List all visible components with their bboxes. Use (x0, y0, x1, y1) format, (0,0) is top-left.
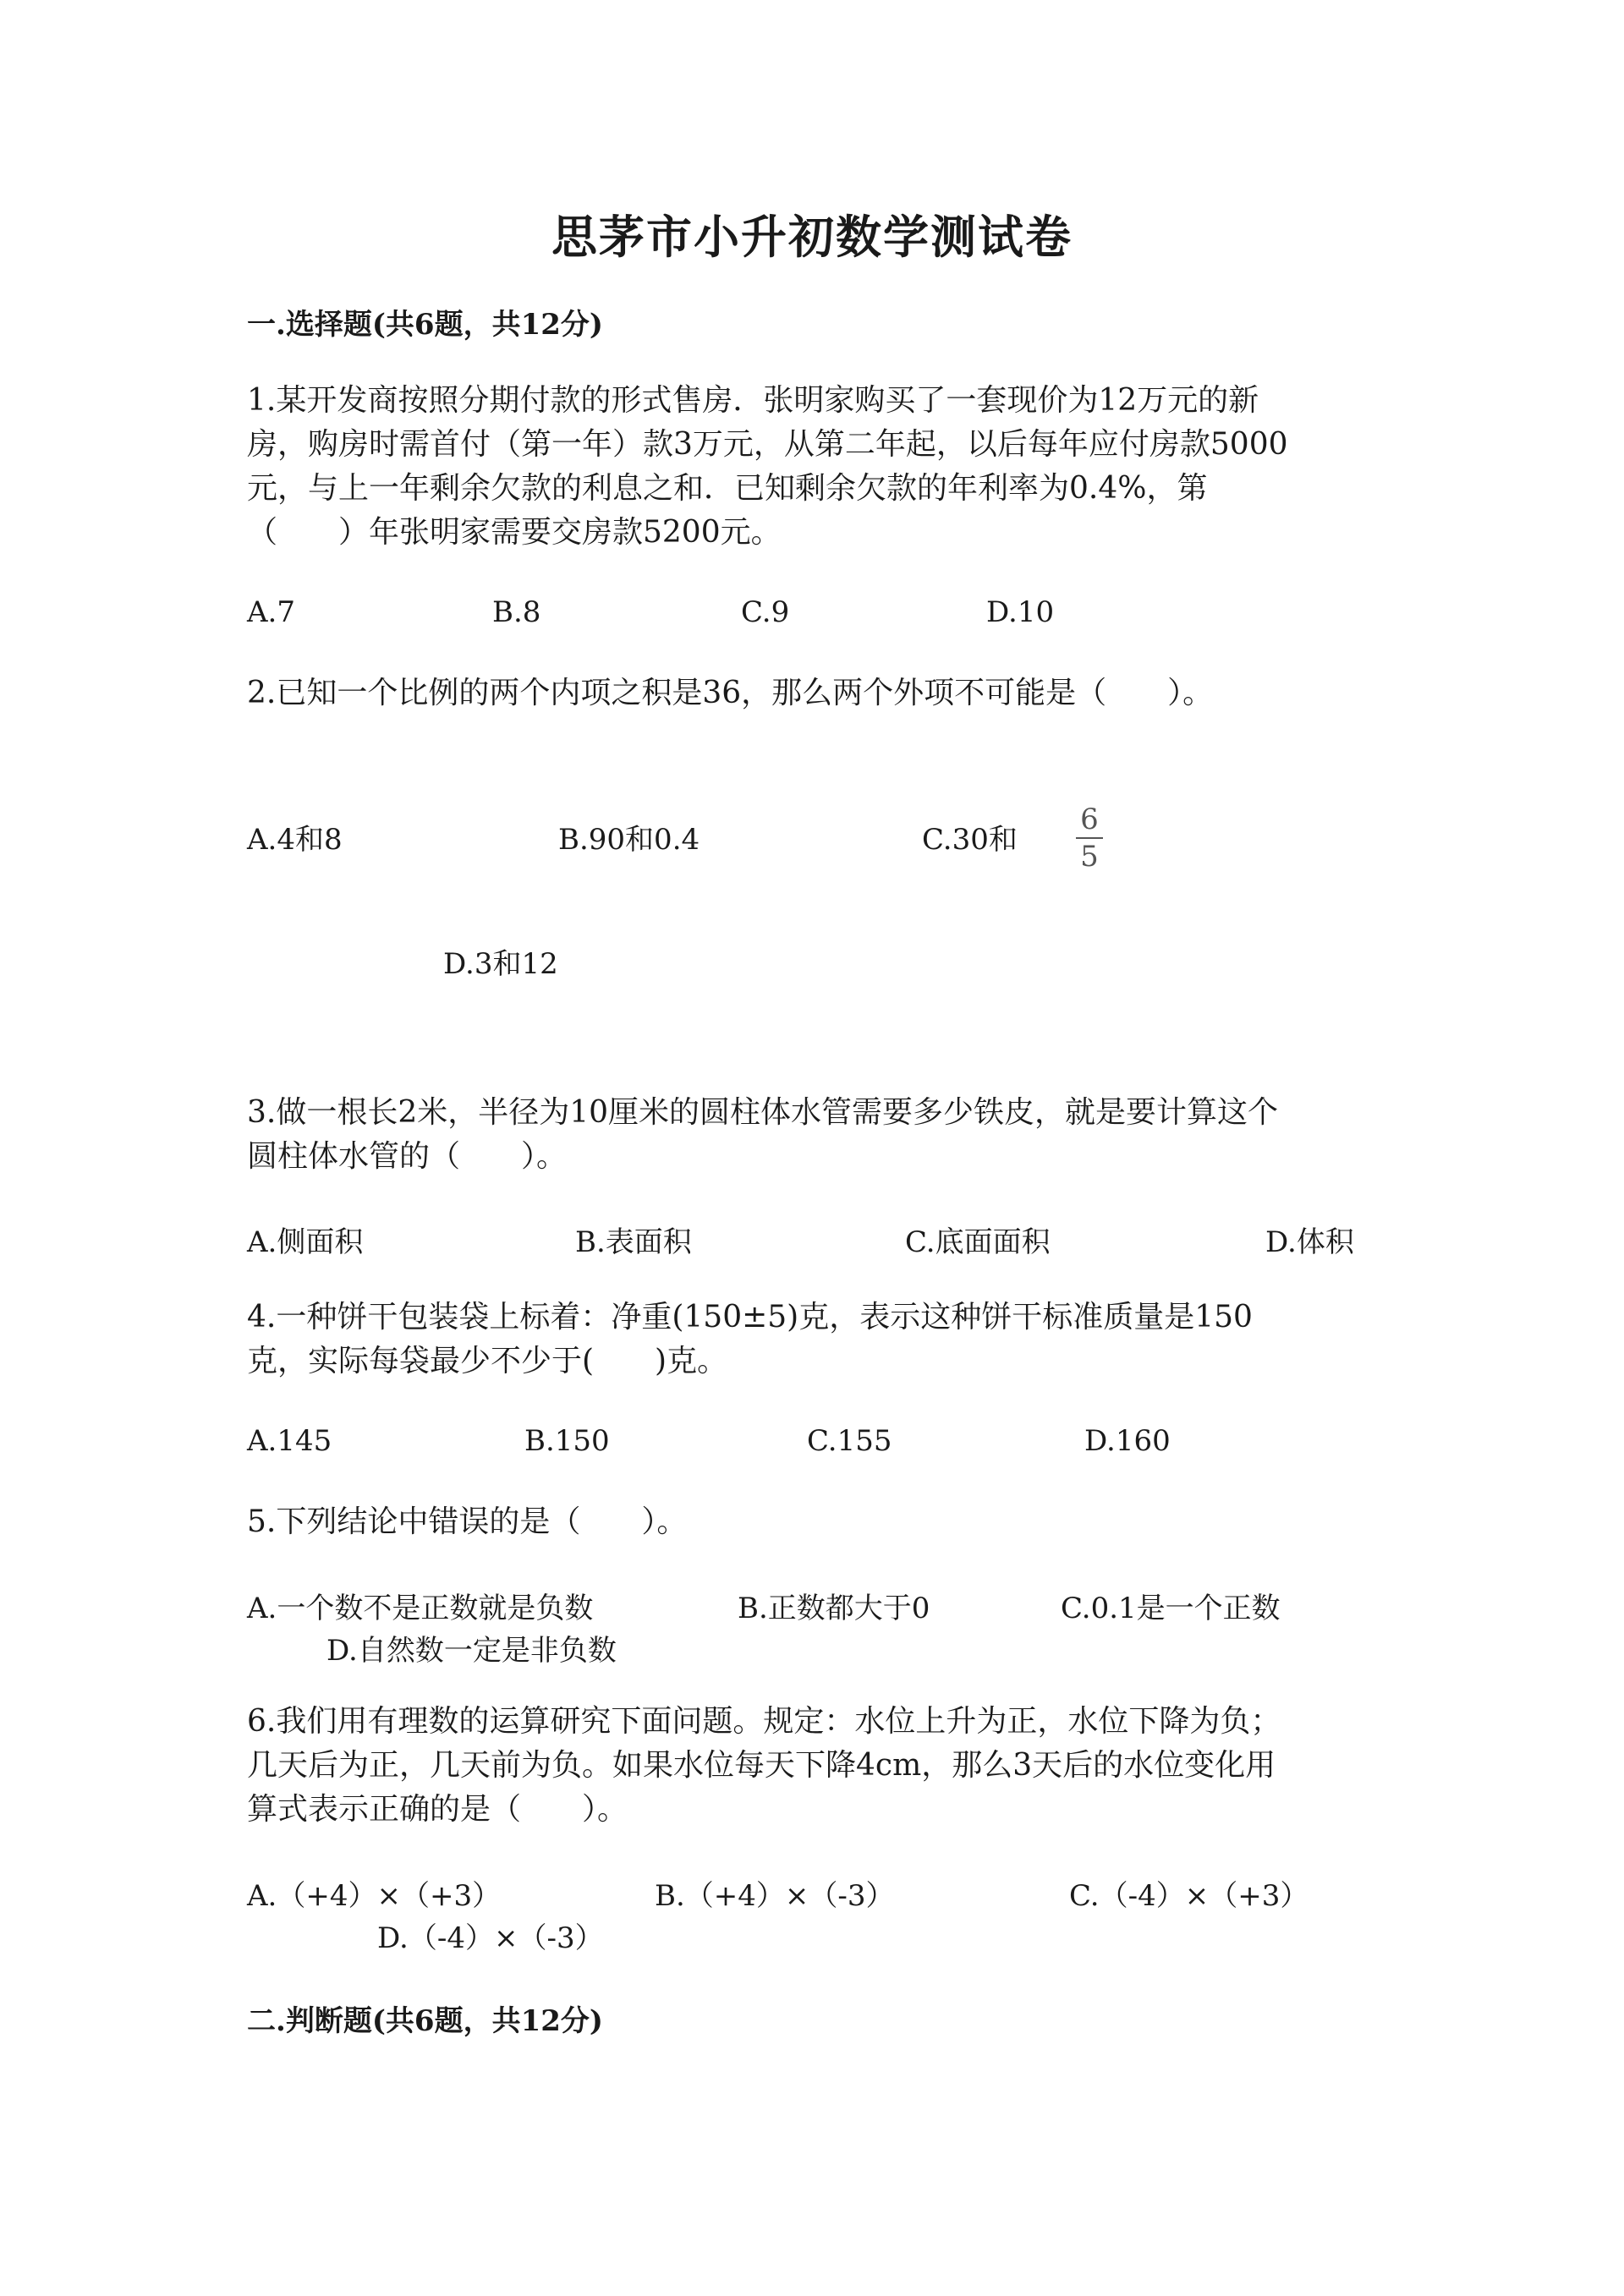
question-line: 6.我们用有理数的运算研究下面问题。规定：水位上升为正，水位下降为负； (247, 1704, 1281, 1739)
q6-option-b: B.（+4）×（-3） (655, 1879, 895, 1913)
question-3 (247, 1091, 1397, 1179)
q4-option-d: D.160 (1084, 1424, 1171, 1458)
fraction-six-fifths (1073, 803, 1106, 873)
question-line: （ ）年张明家需要交房款5200元。 (247, 515, 782, 550)
q5-option-c: C.0.1是一个正数 (1061, 1592, 1281, 1625)
question-line: 圆柱体水管的（ ）。 (247, 1139, 568, 1174)
question-line: 元，与上一年剩余欠款的利息之和．已知剩余欠款的年利率为0.4%，第 (247, 471, 1208, 506)
q2-option-d: D.3和12 (443, 947, 558, 981)
question-4 (247, 1296, 1397, 1384)
q2-option-b: B.90和0.4 (558, 823, 700, 857)
q4-option-c: C.155 (807, 1424, 892, 1458)
question-5 (247, 1500, 1397, 1544)
q4-option-a: A.145 (247, 1424, 332, 1458)
q1-option-a: A.7 (247, 595, 295, 629)
q6-option-d: D.（-4）×（-3） (377, 1921, 604, 1955)
question-1 (247, 379, 1397, 555)
section-heading-judgment: 二.判断题(共6题，共12分) (247, 2004, 603, 2038)
question-2 (247, 671, 1397, 715)
page-title: 思茅市小升初数学测试卷 (551, 210, 1073, 264)
fraction-numerator: 6 (1080, 803, 1099, 836)
question-line: 算式表示正确的是（ ）。 (247, 1792, 628, 1827)
q2-option-c: C.30和 (922, 823, 1018, 857)
q3-option-a: A.侧面积 (247, 1225, 364, 1259)
fraction-denominator: 5 (1080, 840, 1099, 874)
q5-option-a: A.一个数不是正数就是负数 (247, 1592, 594, 1625)
q3-option-d: D.体积 (1265, 1225, 1354, 1259)
q1-option-c: C.9 (741, 595, 790, 629)
q1-option-d: D.10 (986, 595, 1055, 629)
question-line: 4.一种饼干包装袋上标着：净重(150±5)克，表示这种饼干标准质量是150 (247, 1300, 1253, 1334)
question-line: 几天后为正，几天前为负。如果水位每天下降4cm，那么3天后的水位变化用 (247, 1748, 1276, 1783)
q5-option-b: B.正数都大于0 (738, 1592, 930, 1625)
q4-option-b: B.150 (524, 1424, 610, 1458)
question-line: 3.做一根长2米，半径为10厘米的圆柱体水管需要多少铁皮，就是要计算这个 (247, 1095, 1279, 1130)
q3-option-b: B.表面积 (575, 1225, 692, 1259)
question-6 (247, 1700, 1397, 1832)
q6-option-a: A.（+4）×（+3） (247, 1879, 502, 1913)
question-line: 1.某开发商按照分期付款的形式售房．张明家购买了一套现价为12万元的新 (247, 383, 1259, 418)
section-heading-choice: 一.选择题(共6题，共12分) (247, 308, 603, 342)
q5-option-d: D.自然数一定是非负数 (326, 1634, 617, 1668)
q1-option-b: B.8 (492, 595, 541, 629)
question-line: 5.下列结论中错误的是（ ）。 (247, 1504, 688, 1539)
q2-option-a: A.4和8 (247, 823, 343, 857)
q6-option-c: C.（-4）×（+3） (1069, 1879, 1309, 1913)
q3-option-c: C.底面面积 (905, 1225, 1051, 1259)
question-line: 2.已知一个比例的两个内项之积是36，那么两个外项不可能是（ ）。 (247, 676, 1214, 710)
fraction-bar (1076, 837, 1103, 839)
question-line: 房，购房时需首付（第一年）款3万元，从第二年起，以后每年应付房款5000 (247, 427, 1288, 462)
question-line: 克，实际每袋最少不少于( )克。 (247, 1344, 728, 1378)
